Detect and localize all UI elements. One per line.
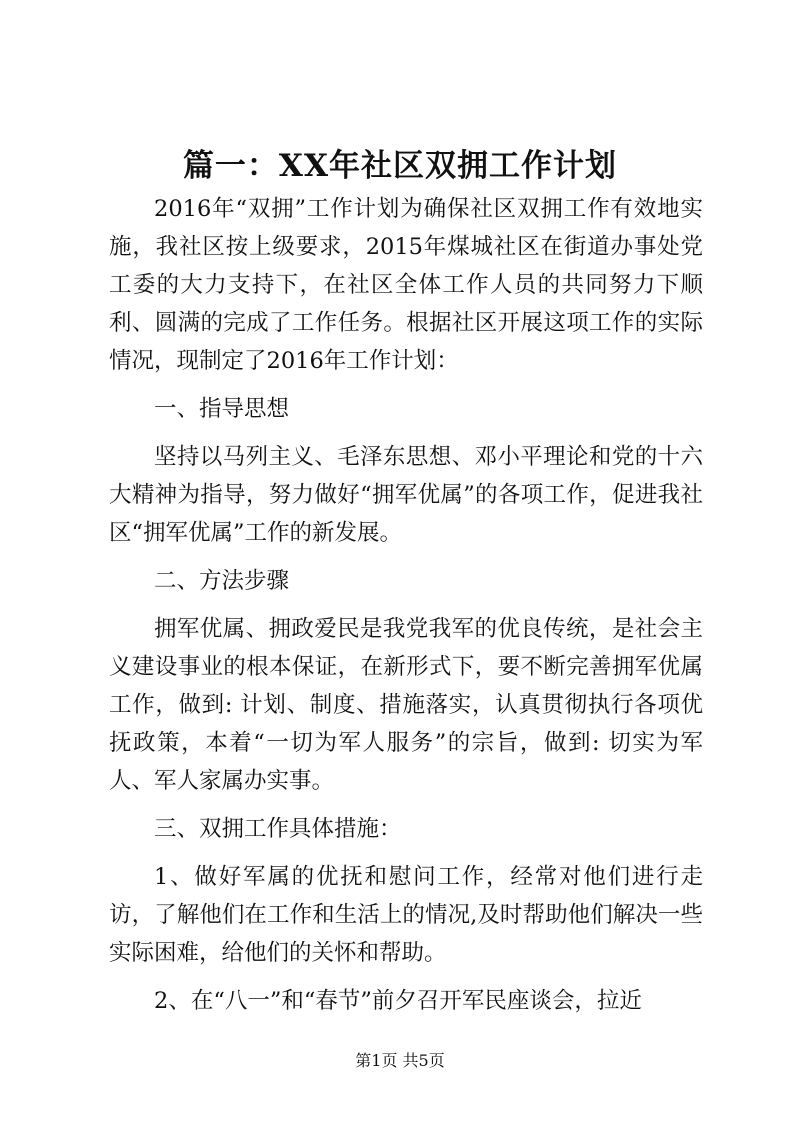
paragraph-guiding-thought: 坚持以马列主义、毛泽东思想、邓小平理论和党的十六大精神为指导，努力做好“拥军优属”的各项工作，促进我社区“拥军优属”工作的新发展。	[109, 444, 703, 546]
paragraph-intro: 2016年“双拥”工作计划为确保社区双拥工作有效地实施，我社区按上级要求，2015年煤城社区在街道办事处党工委的大力支持下，在社区全体工作人员的共同努力下顺利、圆满的完成了工作任务。根据社区开展这项工作的实际情况，现制定了2016年工作计划：	[109, 196, 703, 374]
paragraph-measure-1: 1、做好军属的优抚和慰问工作，经常对他们进行走访，了解他们在工作和生活上的情况,及时帮助他们解决一些实际困难，给他们的关怀和帮助。	[109, 864, 703, 966]
paragraph-methods: 拥军优属、拥政爱民是我党我军的优良传统，是社会主义建设事业的根本保证，在新形式下，要不断完善拥军优属工作，做到: 计划、制度、措施落实，认真贯彻执行各项优抚政策，本着“一切为军人服务”的宗旨，做到: 切实为军人、军人家属办实事。	[109, 616, 703, 794]
page-footer: 第1页 共5页	[355, 1051, 445, 1070]
section-heading-measures: 三、双拥工作具体措施：	[154, 816, 402, 842]
paragraph-measure-2: 2、在“八一”和“春节”前夕召开军民座谈会，拉近	[154, 988, 642, 1014]
document-title: 篇一：XX年社区双拥工作计划	[182, 148, 618, 184]
section-heading-guiding-thought: 一、指导思想	[154, 396, 290, 422]
document-body	[109, 190, 703, 1020]
section-heading-methods: 二、方法步骤	[154, 568, 290, 594]
